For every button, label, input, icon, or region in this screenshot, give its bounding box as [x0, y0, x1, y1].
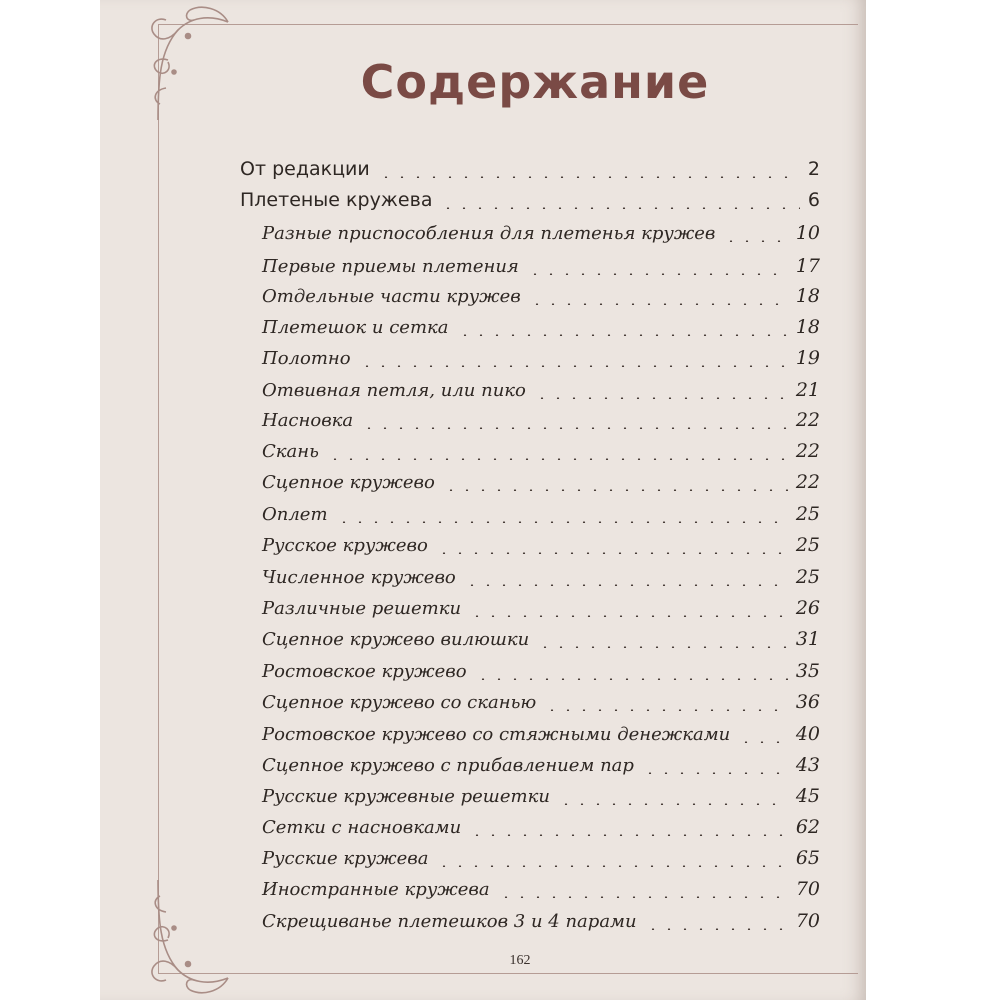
toc-entry-page: 36 — [795, 691, 820, 713]
toc-entry-page: 62 — [795, 816, 820, 838]
dot-leader — [336, 521, 788, 523]
toc-entry-page: 25 — [795, 534, 820, 556]
toc-entry-title: Скрещиванье плетешков 3 и 4 парами — [262, 911, 637, 932]
toc-entry-page: 21 — [795, 379, 820, 401]
toc-entry-title: Насновка — [262, 410, 354, 431]
dot-leader — [534, 397, 788, 399]
toc-entry-title: Иностранные кружева — [262, 879, 490, 900]
toc-entry-title: Сцепное кружево со сканью — [262, 692, 537, 713]
toc-entry — [262, 440, 820, 468]
toc-entry-title: Сцепное кружево — [262, 472, 435, 493]
toc-entry-page: 22 — [795, 409, 820, 431]
toc-entry — [262, 285, 820, 313]
toc-entry — [262, 503, 820, 531]
page-number: 162 — [509, 953, 531, 968]
dot-leader — [440, 207, 799, 209]
toc-entry-page: 2 — [807, 158, 820, 180]
toc-entry — [262, 347, 820, 375]
toc-entry — [262, 628, 820, 656]
dot-leader — [469, 615, 788, 617]
dot-leader — [327, 458, 788, 460]
toc-entry-page: 10 — [795, 222, 820, 244]
toc-entry — [262, 816, 820, 844]
toc-entry-title: Плетешок и сетка — [262, 317, 449, 338]
toc-entry-title: Скань — [262, 441, 319, 462]
toc-entry-page: 70 — [795, 878, 820, 900]
toc-entry — [262, 660, 820, 688]
toc-entry-page: 25 — [795, 503, 820, 525]
dot-leader — [498, 896, 788, 898]
dot-leader — [436, 552, 788, 554]
toc-entry — [240, 158, 820, 186]
toc-entry-title: Оплет — [262, 504, 328, 525]
toc-entry-title: Численное кружево — [262, 567, 456, 588]
toc-entry-title: Русские кружева — [262, 848, 429, 869]
dot-leader — [361, 427, 788, 429]
toc-entry — [240, 189, 820, 217]
toc-entry-page: 18 — [795, 285, 820, 307]
toc-entry-page: 43 — [795, 754, 820, 776]
toc-entry — [262, 379, 820, 407]
toc-entry-page: 25 — [795, 566, 820, 588]
dot-leader — [464, 584, 788, 586]
toc-entry-page: 70 — [795, 910, 820, 932]
toc-entry-title: Сцепное кружево вилюшки — [262, 629, 530, 650]
dot-leader — [645, 928, 788, 930]
toc-entry — [262, 222, 820, 250]
dot-leader — [558, 803, 788, 805]
toc-entry — [262, 691, 820, 719]
toc-entry — [262, 723, 820, 751]
toc-entry-title: Первые приемы плетения — [262, 256, 519, 277]
dot-leader — [738, 741, 788, 743]
toc-entry-title: Русские кружевные решетки — [262, 786, 550, 807]
dot-leader — [537, 646, 788, 648]
toc-entry-page: 19 — [795, 347, 820, 369]
toc-entry-page: 35 — [795, 660, 820, 682]
toc-entry-title: Разные приспособления для плетенья кружев — [262, 223, 716, 244]
toc-entry-title: Отвивная петля, или пико — [262, 380, 526, 401]
dot-leader — [642, 772, 788, 774]
toc-entry-page: 6 — [807, 189, 820, 211]
toc-entry-title: Отдельные части кружев — [262, 286, 521, 307]
toc-entry-title: Сцепное кружево с прибавлением пар — [262, 755, 634, 776]
toc-entry — [262, 471, 820, 499]
toc-entry-title: Плетеные кружева — [240, 189, 433, 211]
dot-leader — [359, 365, 788, 367]
page-title: Содержание — [360, 55, 710, 109]
dot-leader — [443, 489, 788, 491]
dot-leader — [527, 273, 788, 275]
toc-entry — [262, 409, 820, 437]
dot-leader — [469, 834, 788, 836]
toc-entry-title: Ростовское кружево — [262, 661, 467, 682]
toc-entry — [262, 754, 820, 782]
toc-entry — [262, 878, 820, 906]
toc-entry-page: 45 — [795, 785, 820, 807]
toc-entry — [262, 847, 820, 875]
toc-entry — [262, 534, 820, 562]
toc-entry-page: 17 — [795, 255, 820, 277]
dot-leader — [475, 678, 788, 680]
toc-entry — [262, 255, 820, 283]
toc-entry-page: 65 — [795, 847, 820, 869]
dot-leader — [723, 240, 787, 242]
toc-entry — [262, 597, 820, 625]
dot-leader — [544, 709, 788, 711]
toc-entry-title: От редакции — [240, 158, 370, 180]
toc-entry-page: 22 — [795, 440, 820, 462]
toc-entry-title: Полотно — [262, 348, 351, 369]
toc-entry-title: Различные решетки — [262, 598, 462, 619]
toc-entry-title: Ростовское кружево со стяжными денежками — [262, 724, 731, 745]
toc-entry-title: Сетки с насновками — [262, 817, 462, 838]
dot-leader — [436, 865, 787, 867]
toc-entry — [262, 785, 820, 813]
toc-entry — [262, 316, 820, 344]
dot-leader — [378, 176, 800, 178]
dot-leader — [529, 303, 788, 305]
toc-entry-page: 31 — [795, 628, 820, 650]
toc-entry-page: 22 — [795, 471, 820, 493]
toc-entry-page: 26 — [795, 597, 820, 619]
toc-entry-title: Русское кружево — [262, 535, 428, 556]
toc-entry-page: 18 — [795, 316, 820, 338]
toc-entry — [262, 910, 820, 938]
toc-entry-page: 40 — [795, 723, 820, 745]
dot-leader — [457, 334, 788, 336]
toc-entry — [262, 566, 820, 594]
